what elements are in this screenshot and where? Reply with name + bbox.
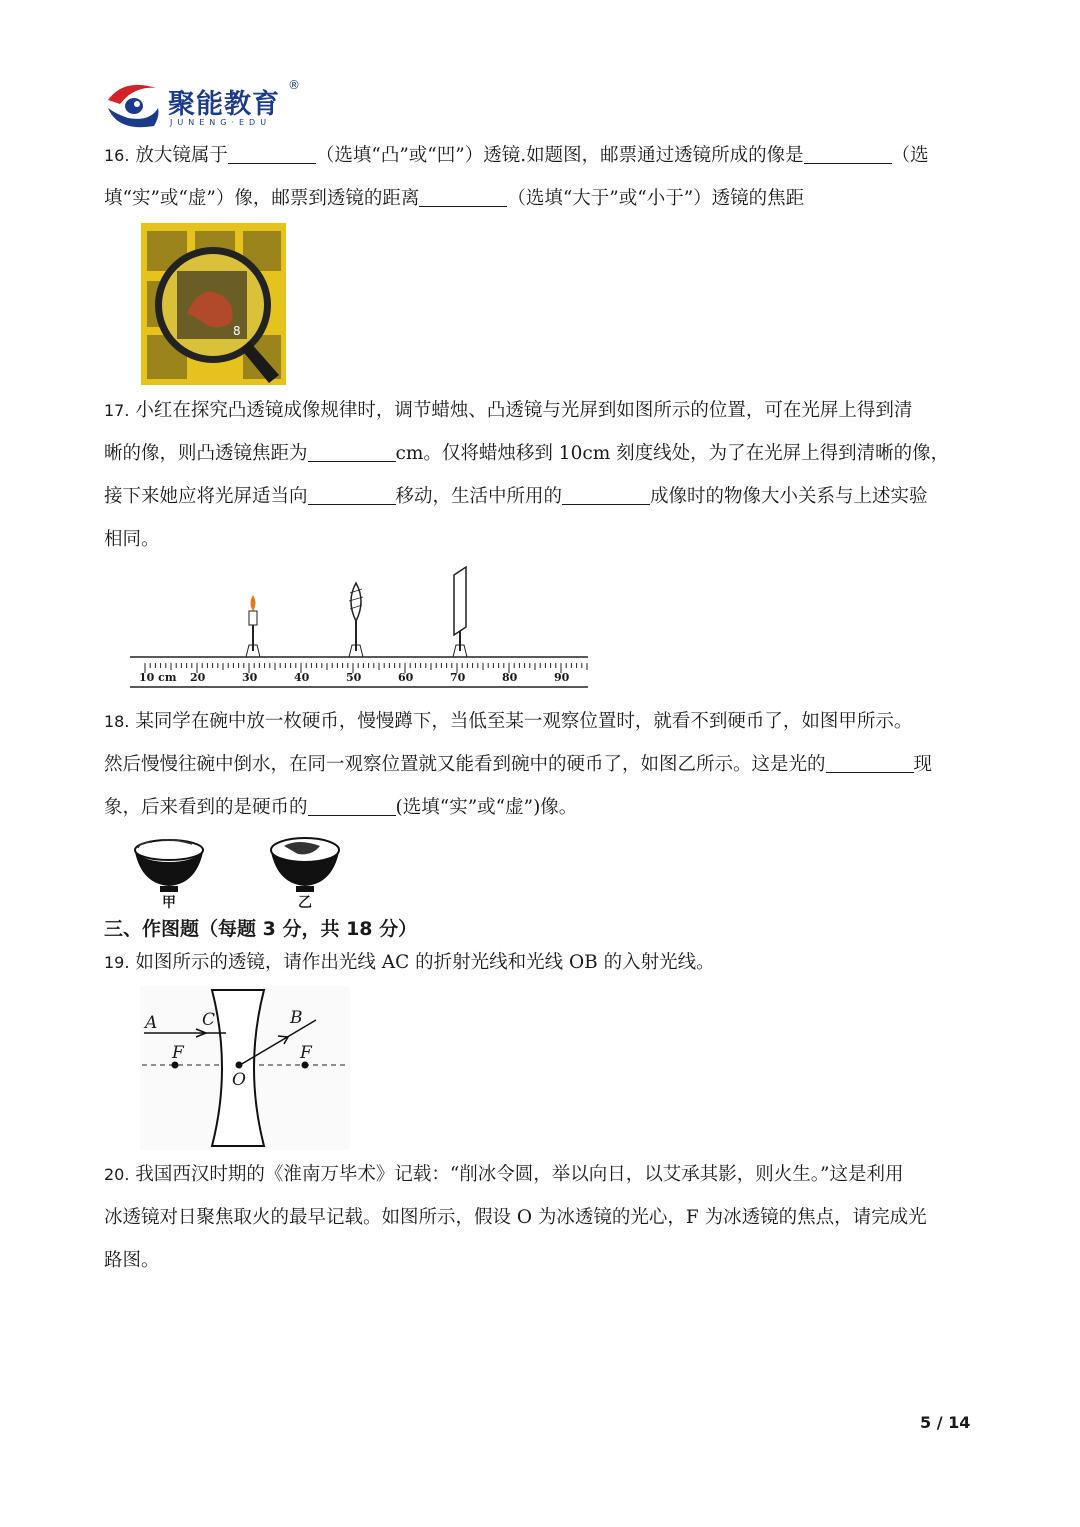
label-c: C (202, 1010, 216, 1030)
brand-logo (104, 78, 304, 134)
bowl-b-image (268, 832, 342, 894)
optical-bench-diagram (128, 565, 590, 691)
question-number: 17. (104, 401, 130, 420)
question-number: 20. (104, 1165, 130, 1184)
label-o: O (232, 1070, 246, 1090)
q20-line1: 20. 我国西汉时期的《淮南万毕术》记载：“削冰令圆，举以向日，以艾承其影，则火生。”这是利用 (104, 1164, 904, 1185)
q16-line1: 16. 放大镜属于 （选填“凸”或“凹”）透镜.如题图，邮票通过透镜所成的像是 （选 (104, 145, 929, 166)
answer-blank[interactable] (804, 145, 892, 164)
ruler-tick-label: 20 (190, 671, 206, 684)
q20-line2: 冰透镜对日聚焦取火的最早记载。如图所示，假设 O 为冰透镜的光心，F 为冰透镜的焦点，请完成光 (104, 1207, 927, 1228)
q17-line1: 17. 小红在探究凸透镜成像规律时，调节蜡烛、凸透镜与光屏到如图所示的位置，可在光屏上得到清 (104, 400, 913, 421)
ruler-tick-label: 40 (294, 671, 310, 684)
answer-blank[interactable] (228, 145, 316, 164)
logo-text-en: JUNENG·EDU (170, 118, 272, 127)
q18-line3: 象，后来看到的是硬币的 (选填“实”或“虚”)像。 (104, 797, 578, 818)
q20-line3: 路图。 (104, 1250, 160, 1271)
answer-blank[interactable] (419, 188, 507, 207)
ruler-tick-label: 30 (242, 671, 258, 684)
label-a: A (145, 1013, 158, 1033)
q17-line4: 相同。 (104, 529, 160, 550)
convex-lens-icon (349, 583, 363, 657)
concave-lens-drawing (140, 986, 350, 1150)
bowl-a-image (132, 836, 206, 894)
answer-blank[interactable] (562, 486, 650, 505)
q17-line3: 接下来她应将光屏适当向 移动，生活中所用的 成像时的物像大小关系与上述实验 (104, 486, 928, 507)
ruler-tick-label: 70 (450, 671, 466, 684)
page-number: 5 / 14 (920, 1413, 971, 1432)
question-number: 18. (104, 712, 130, 731)
answer-blank[interactable] (826, 754, 914, 773)
label-f-left: F (172, 1043, 184, 1063)
registered-mark: ® (288, 78, 300, 92)
question-number: 16. (104, 146, 130, 165)
logo-text-cn: 聚能教育 (168, 89, 280, 120)
ruler-tick-label: 90 (554, 671, 570, 684)
question-number: 19. (104, 953, 130, 972)
ruler-tick-label: 50 (346, 671, 362, 684)
answer-blank[interactable] (308, 797, 396, 816)
answer-blank[interactable] (308, 486, 396, 505)
q16-line2: 填“实”或“虚”）像，邮票到透镜的距离 （选填“大于”或“小于”）透镜的焦距 (104, 188, 805, 209)
label-f-right: F (300, 1043, 312, 1063)
ruler-tick-label: 60 (398, 671, 414, 684)
q17-line2: 晰的像，则凸透镜焦距为 cm。仅将蜡烛移到 10cm 刻度线处，为了在光屏上得到清晰的像， (104, 443, 950, 464)
answer-blank[interactable] (308, 443, 396, 462)
ruler-tick-label: 80 (502, 671, 518, 684)
light-screen-icon (453, 567, 467, 657)
label-b: B (290, 1008, 303, 1028)
stamp-magnifier-image (141, 223, 286, 385)
q18-line2: 然后慢慢往碗中倒水，在同一观察位置就又能看到碗中的硬币了，如图乙所示。这是光的 现 (104, 754, 933, 775)
svg-text:8: 8 (233, 324, 241, 338)
ruler-tick-label: 10 cm (139, 671, 177, 684)
candle-icon (246, 595, 260, 657)
logo-mark-icon (104, 78, 164, 134)
q18-line1: 18. 某同学在碗中放一枚硬币，慢慢蹲下，当低至某一观察位置时，就看不到硬币了，如图甲所示。 (104, 711, 913, 732)
concave-lens-diagram (140, 986, 350, 1150)
section-title: 三、作图题（每题 3 分，共 18 分） (104, 918, 418, 940)
q19-line1: 19. 如图所示的透镜，请作出光线 AC 的折射光线和光线 OB 的入射光线。 (104, 952, 715, 973)
caption-yi: 乙 (298, 895, 312, 911)
caption-jia: 甲 (162, 895, 176, 911)
